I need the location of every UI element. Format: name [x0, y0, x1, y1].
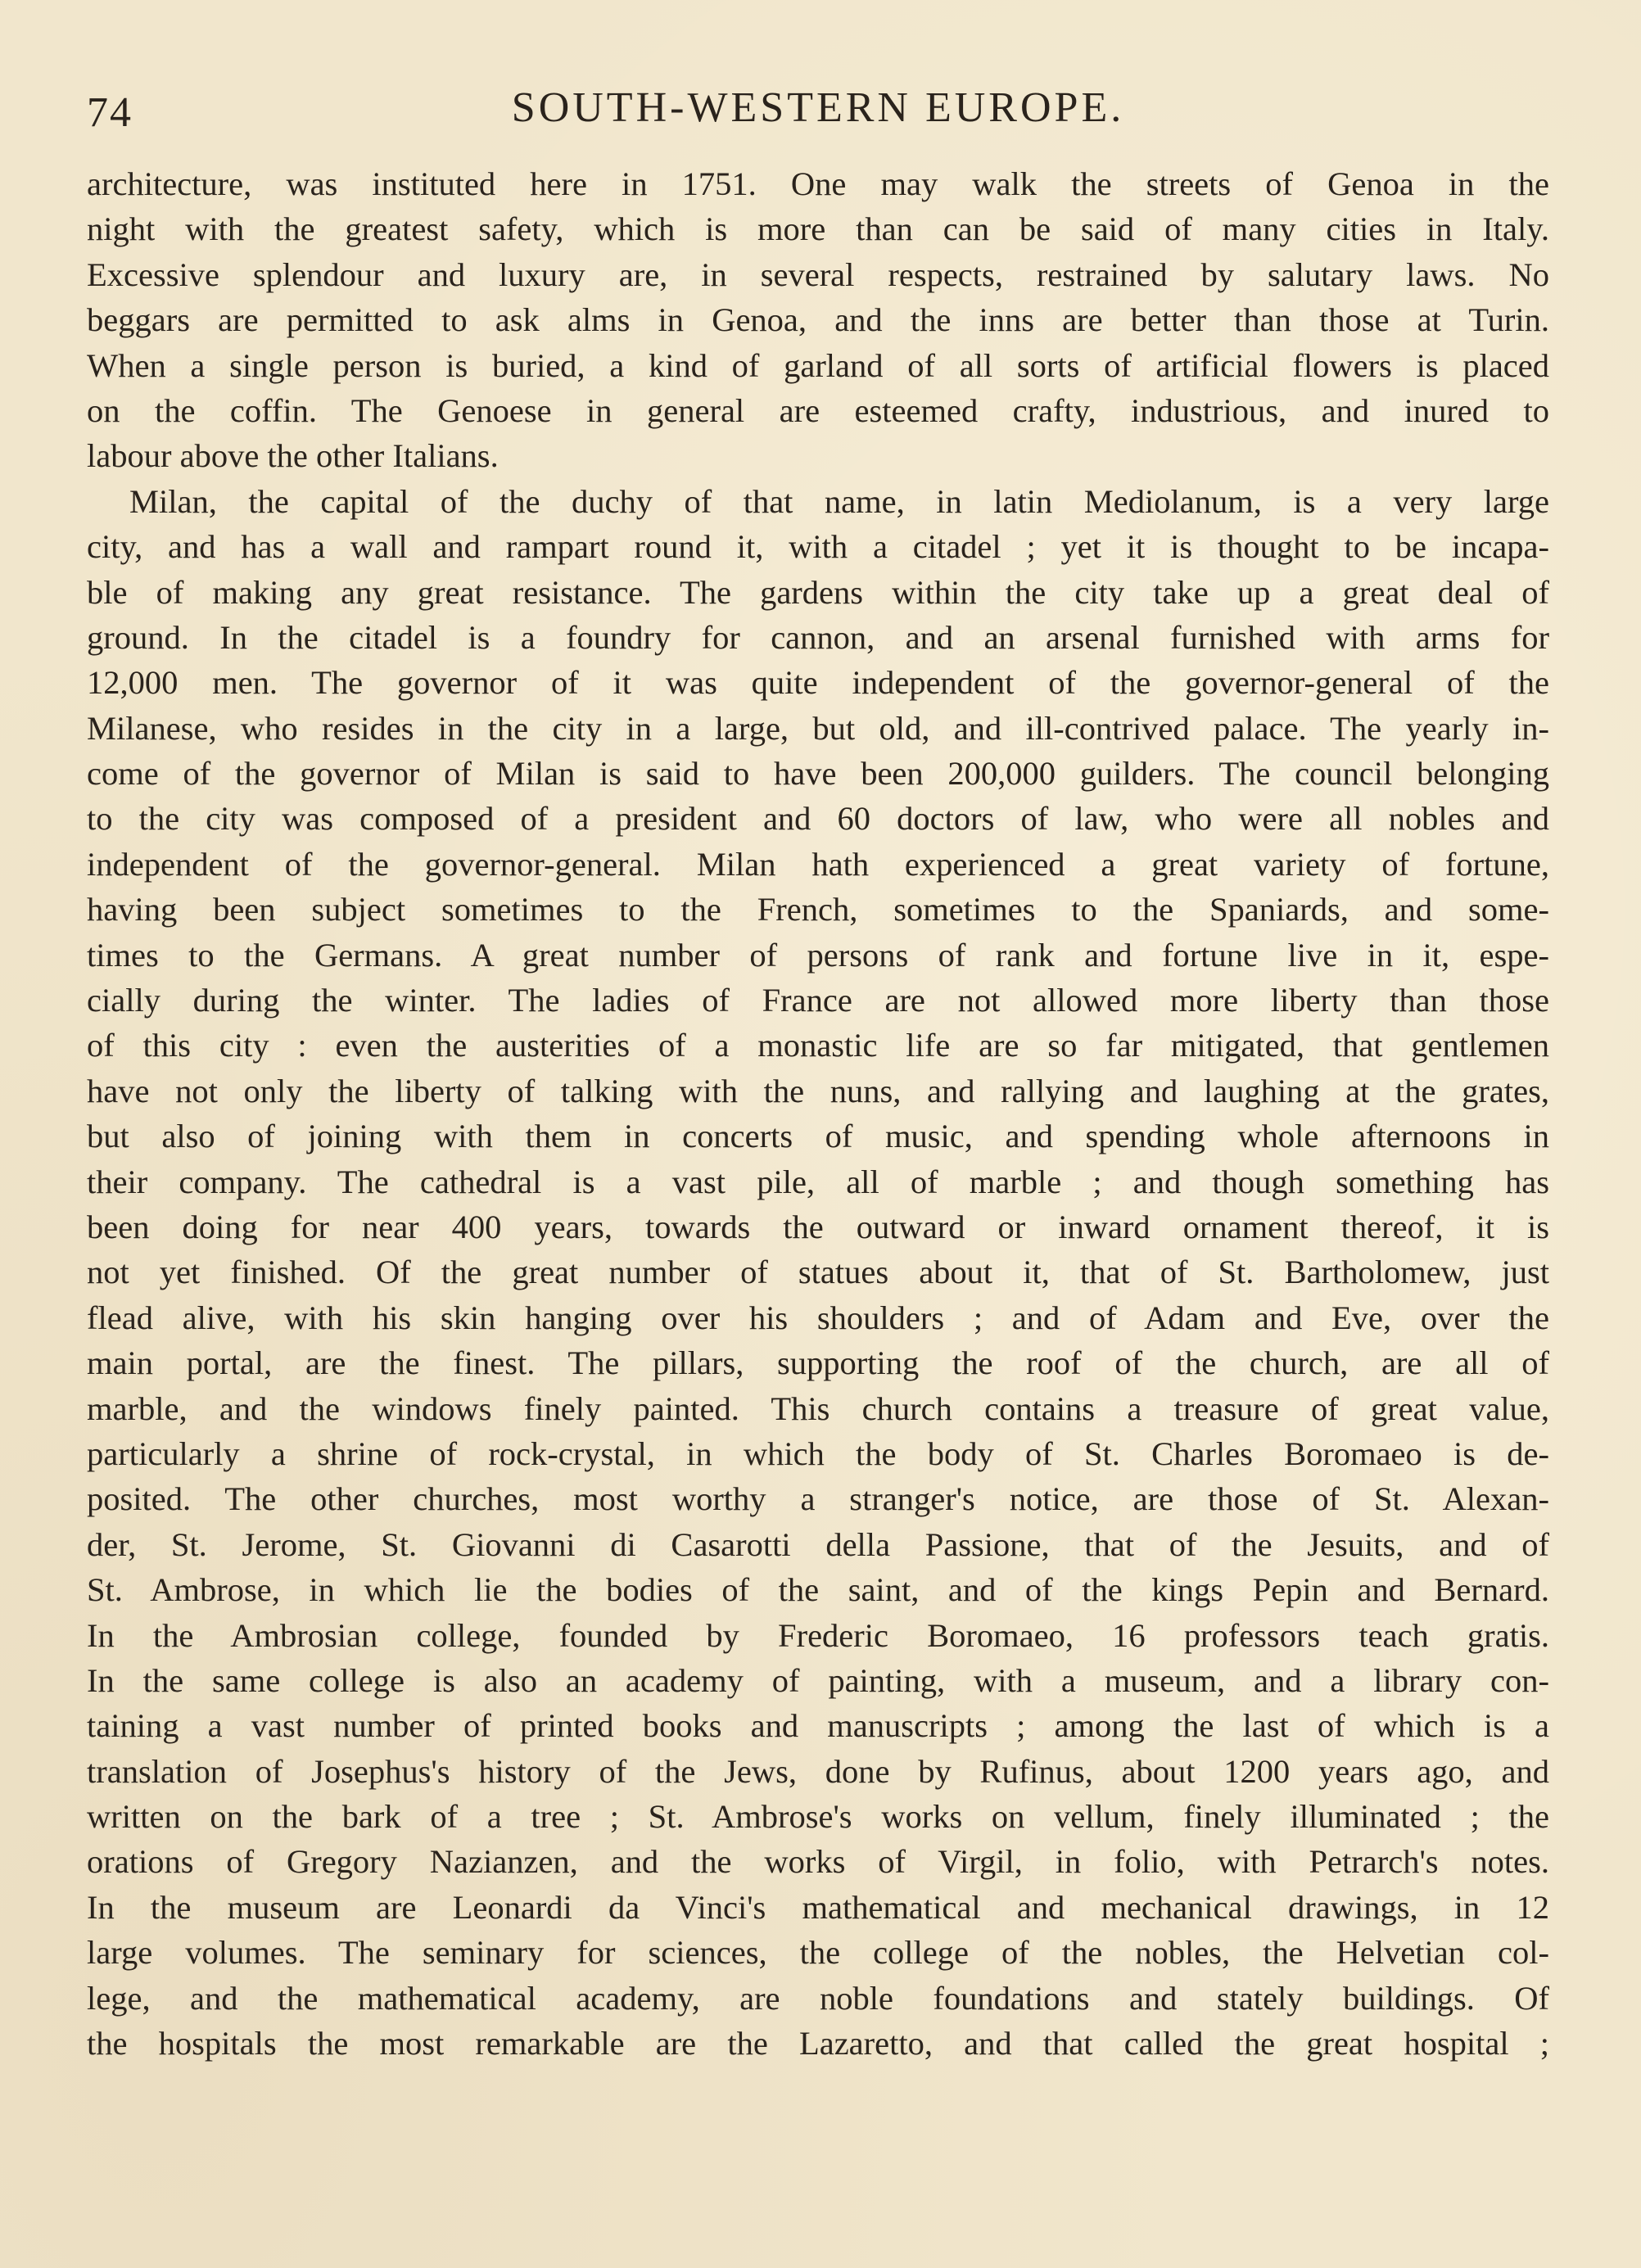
text-line: In the Ambrosian college, founded by Frederic Boromaeo, 16 professors teach gratis. — [87, 1616, 1549, 1654]
text-line: city, and has a wall and rampart round it, with a citadel ; yet it is thought to be incapa- — [87, 528, 1549, 566]
text-line: main portal, are the finest. The pillars, supporting the roof of the church, are all of — [87, 1344, 1549, 1382]
text-line: translation of Josephus's history of the Jews, done by Rufinus, about 1200 years ago, and — [87, 1752, 1549, 1790]
text-line: cially during the winter. The ladies of France are not allowed more liberty than those — [87, 982, 1549, 1019]
text-line: marble, and the windows finely painted. This church contains a treasure of great value, — [87, 1389, 1549, 1427]
text-line: St. Ambrose, in which lie the bodies of the saint, and of the kings Pepin and Bernard. — [87, 1571, 1549, 1609]
text-line: Milan, the capital of the duchy of that name, in latin Mediolanum, is a very large — [129, 482, 1549, 520]
text-line: their company. The cathedral is a vast pile, all of marble ; and though something has — [87, 1163, 1549, 1200]
text-line: large volumes. The seminary for sciences, the college of the nobles, the Helvetian col- — [87, 1934, 1549, 1972]
text-line: of this city : even the austerities of a monastic life are so far mitigated, that gentlemen — [87, 1027, 1549, 1064]
text-line: der, St. Jerome, St. Giovanni di Casarotti della Passione, that of the Jesuits, and of — [87, 1525, 1549, 1563]
text-line: not yet finished. Of the great number of statues about it, that of St. Bartholomew, just — [87, 1254, 1549, 1291]
text-line: When a single person is buried, a kind of garland of all sorts of artificial flowers is placed — [87, 346, 1549, 384]
text-line: In the same college is also an academy of painting, with a museum, and a library con- — [87, 1661, 1549, 1699]
page-number: 74 — [87, 89, 133, 136]
body-text — [87, 161, 1549, 2066]
text-line: lege, and the mathematical academy, are noble foundations and stately buildings. Of — [87, 1979, 1549, 2017]
text-line: posited. The other churches, most worthy a stranger's notice, are those of St. Alexan- — [87, 1480, 1549, 1518]
text-line: been doing for near 400 years, towards the outward or inward ornament thereof, it is — [87, 1208, 1549, 1245]
text-line: to the city was composed of a president and 60 doctors of law, who were all nobles and — [87, 800, 1549, 838]
text-line: orations of Gregory Nazianzen, and the works of Virgil, in folio, with Petrarch's notes. — [87, 1843, 1549, 1881]
text-line: written on the bark of a tree ; St. Ambrose's works on vellum, finely illuminated ; the — [87, 1798, 1549, 1836]
text-line: architecture, was instituted here in 1751. One may walk the streets of Genoa in the — [87, 165, 1549, 202]
text-line: flead alive, with his skin hanging over his shoulders ; and of Adam and Eve, over the — [87, 1299, 1549, 1336]
text-line: times to the Germans. A great number of persons of rank and fortune live in it, espe- — [87, 936, 1549, 974]
text-line: but also of joining with them in concerts of music, and spending whole afternoons in — [87, 1118, 1549, 1155]
text-line: on the coffin. The Genoese in general are esteemed crafty, industrious, and inured to — [87, 391, 1549, 429]
text-line: having been subject sometimes to the French, sometimes to the Spaniards, and some- — [87, 891, 1549, 928]
page-header — [87, 80, 1549, 146]
text-line: beggars are permitted to ask alms in Genoa, and the inns are better than those at Turin. — [87, 301, 1549, 339]
text-line: Milanese, who resides in the city in a large, but old, and ill-contrived palace. The yearly in- — [87, 709, 1549, 747]
text-line: come of the governor of Milan is said to have been 200,000 guilders. The council belonging — [87, 755, 1549, 793]
text-line: labour above the other Italians. — [87, 437, 499, 475]
text-line: the hospitals the most remarkable are the Lazaretto, and that called the great hospital ; — [87, 2025, 1549, 2062]
text-line: In the museum are Leonardi da Vinci's mathematical and mechanical drawings, in 12 — [87, 1888, 1549, 1926]
text-line: have not only the liberty of talking with the nuns, and rallying and laughing at the grates, — [87, 1072, 1549, 1109]
text-line: taining a vast number of printed books and manuscripts ; among the last of which is a — [87, 1707, 1549, 1745]
text-line: night with the greatest safety, which is more than can be said of many cities in Italy. — [87, 210, 1549, 248]
running-title: SOUTH-WESTERN EUROPE. — [511, 84, 1125, 131]
text-line: ground. In the citadel is a foundry for cannon, and an arsenal furnished with arms for — [87, 618, 1549, 656]
text-line: 12,000 men. The governor of it was quite independent of the governor-general of the — [87, 664, 1549, 702]
text-line: particularly a shrine of rock-crystal, in which the body of St. Charles Boromaeo is de- — [87, 1434, 1549, 1472]
text-line: independent of the governor-general. Milan hath experienced a great variety of fortune, — [87, 845, 1549, 883]
text-line: Excessive splendour and luxury are, in several respects, restrained by salutary laws. No — [87, 255, 1549, 293]
text-line: ble of making any great resistance. The gardens within the city take up a great deal of — [87, 573, 1549, 611]
